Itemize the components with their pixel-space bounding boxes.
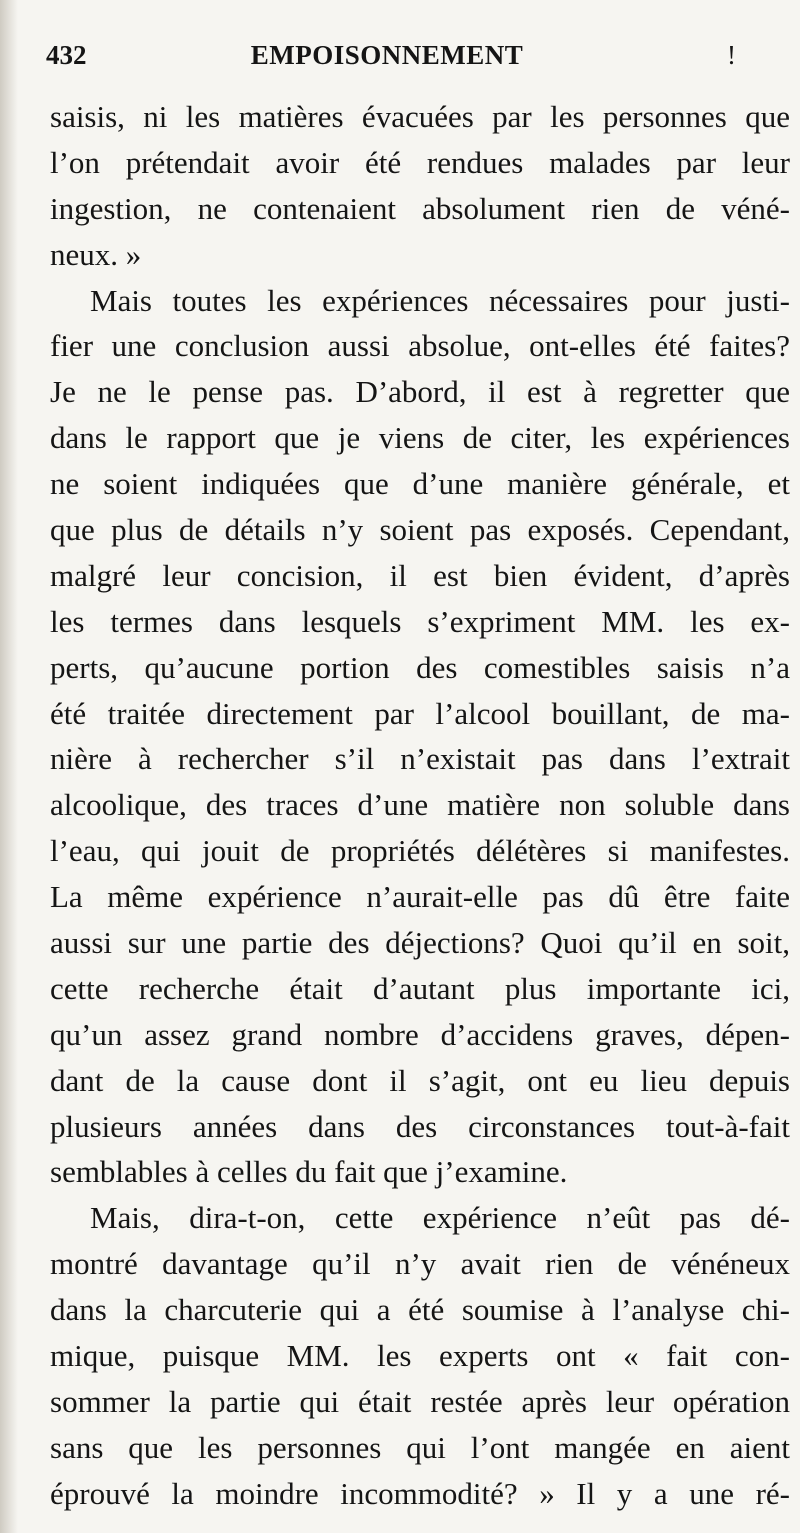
page-header	[46, 40, 736, 80]
paragraph-start-line: Mais, dira-t-on, cette expérience n’eût pas dé-	[90, 1200, 790, 1236]
text-line: sommer la partie qui était restée après leur opération	[50, 1383, 790, 1419]
text-line: dans la charcuterie qui a été soumise à l’analyse chi-	[50, 1292, 790, 1328]
text-line: ne soient indiquées que d’une manière générale, et	[50, 466, 790, 502]
text-line: les termes dans lesquels s’expriment MM. les ex-	[50, 603, 790, 639]
header-mark: !	[727, 40, 736, 70]
text-line: dant de la cause dont il s’agit, ont eu lieu depuis	[50, 1062, 790, 1098]
text-line: que plus de détails n’y soient pas exposés. Cependant,	[50, 512, 790, 548]
text-line: plusieurs années dans des circonstances tout-à-fait	[50, 1108, 790, 1144]
text-line: éprouvé la moindre incommodité? » Il y a une ré-	[50, 1475, 790, 1511]
text-line: alcoolique, des traces d’une matière non soluble dans	[50, 787, 790, 823]
body-text	[50, 94, 790, 1517]
text-line: malgré leur concision, il est bien évident, d’après	[50, 557, 790, 593]
page-number: 432	[46, 40, 87, 70]
running-title: EMPOISONNEMENT	[250, 40, 524, 70]
text-line: saisis, ni les matières évacuées par les personnes que	[50, 99, 790, 134]
text-line: perts, qu’aucune portion des comestibles saisis n’a	[50, 649, 790, 685]
text-line: fier une conclusion aussi absolue, ont-elles été faites?	[50, 328, 790, 364]
text-line: qu’un assez grand nombre d’accidens graves, dépen-	[50, 1016, 790, 1052]
text-line: nière à rechercher s’il n’existait pas dans l’extrait	[50, 741, 790, 777]
text-line: cette recherche était d’autant plus importante ici,	[50, 970, 790, 1006]
text-line: sans que les personnes qui l’ont mangée en aient	[50, 1429, 790, 1465]
text-line: mique, puisque MM. les experts ont « fait con-	[50, 1338, 790, 1374]
text-line: l’eau, qui jouit de propriétés délétères si manifestes.	[50, 833, 790, 869]
text-line: Je ne le pense pas. D’abord, il est à regretter que	[50, 374, 790, 410]
text-line: La même expérience n’aurait-elle pas dû être faite	[50, 879, 790, 915]
text-line: montré davantage qu’il n’y avait rien de vénéneux	[50, 1246, 790, 1282]
text-line: ingestion, ne contenaient absolument rien de véné-	[50, 190, 790, 226]
paragraph-start-line: Mais toutes les expériences nécessaires pour justi-	[90, 282, 790, 318]
text-line: dans le rapport que je viens de citer, les expériences	[50, 420, 790, 456]
text-line: semblables à celles du fait que j’examine.	[50, 1154, 568, 1190]
text-line: neux. »	[50, 236, 142, 272]
text-line: aussi sur une partie des déjections? Quoi qu’il en soit,	[50, 925, 790, 961]
text-line: été traitée directement par l’alcool bouillant, de ma-	[50, 695, 790, 731]
text-line: l’on prétendait avoir été rendues malades par leur	[50, 144, 790, 180]
